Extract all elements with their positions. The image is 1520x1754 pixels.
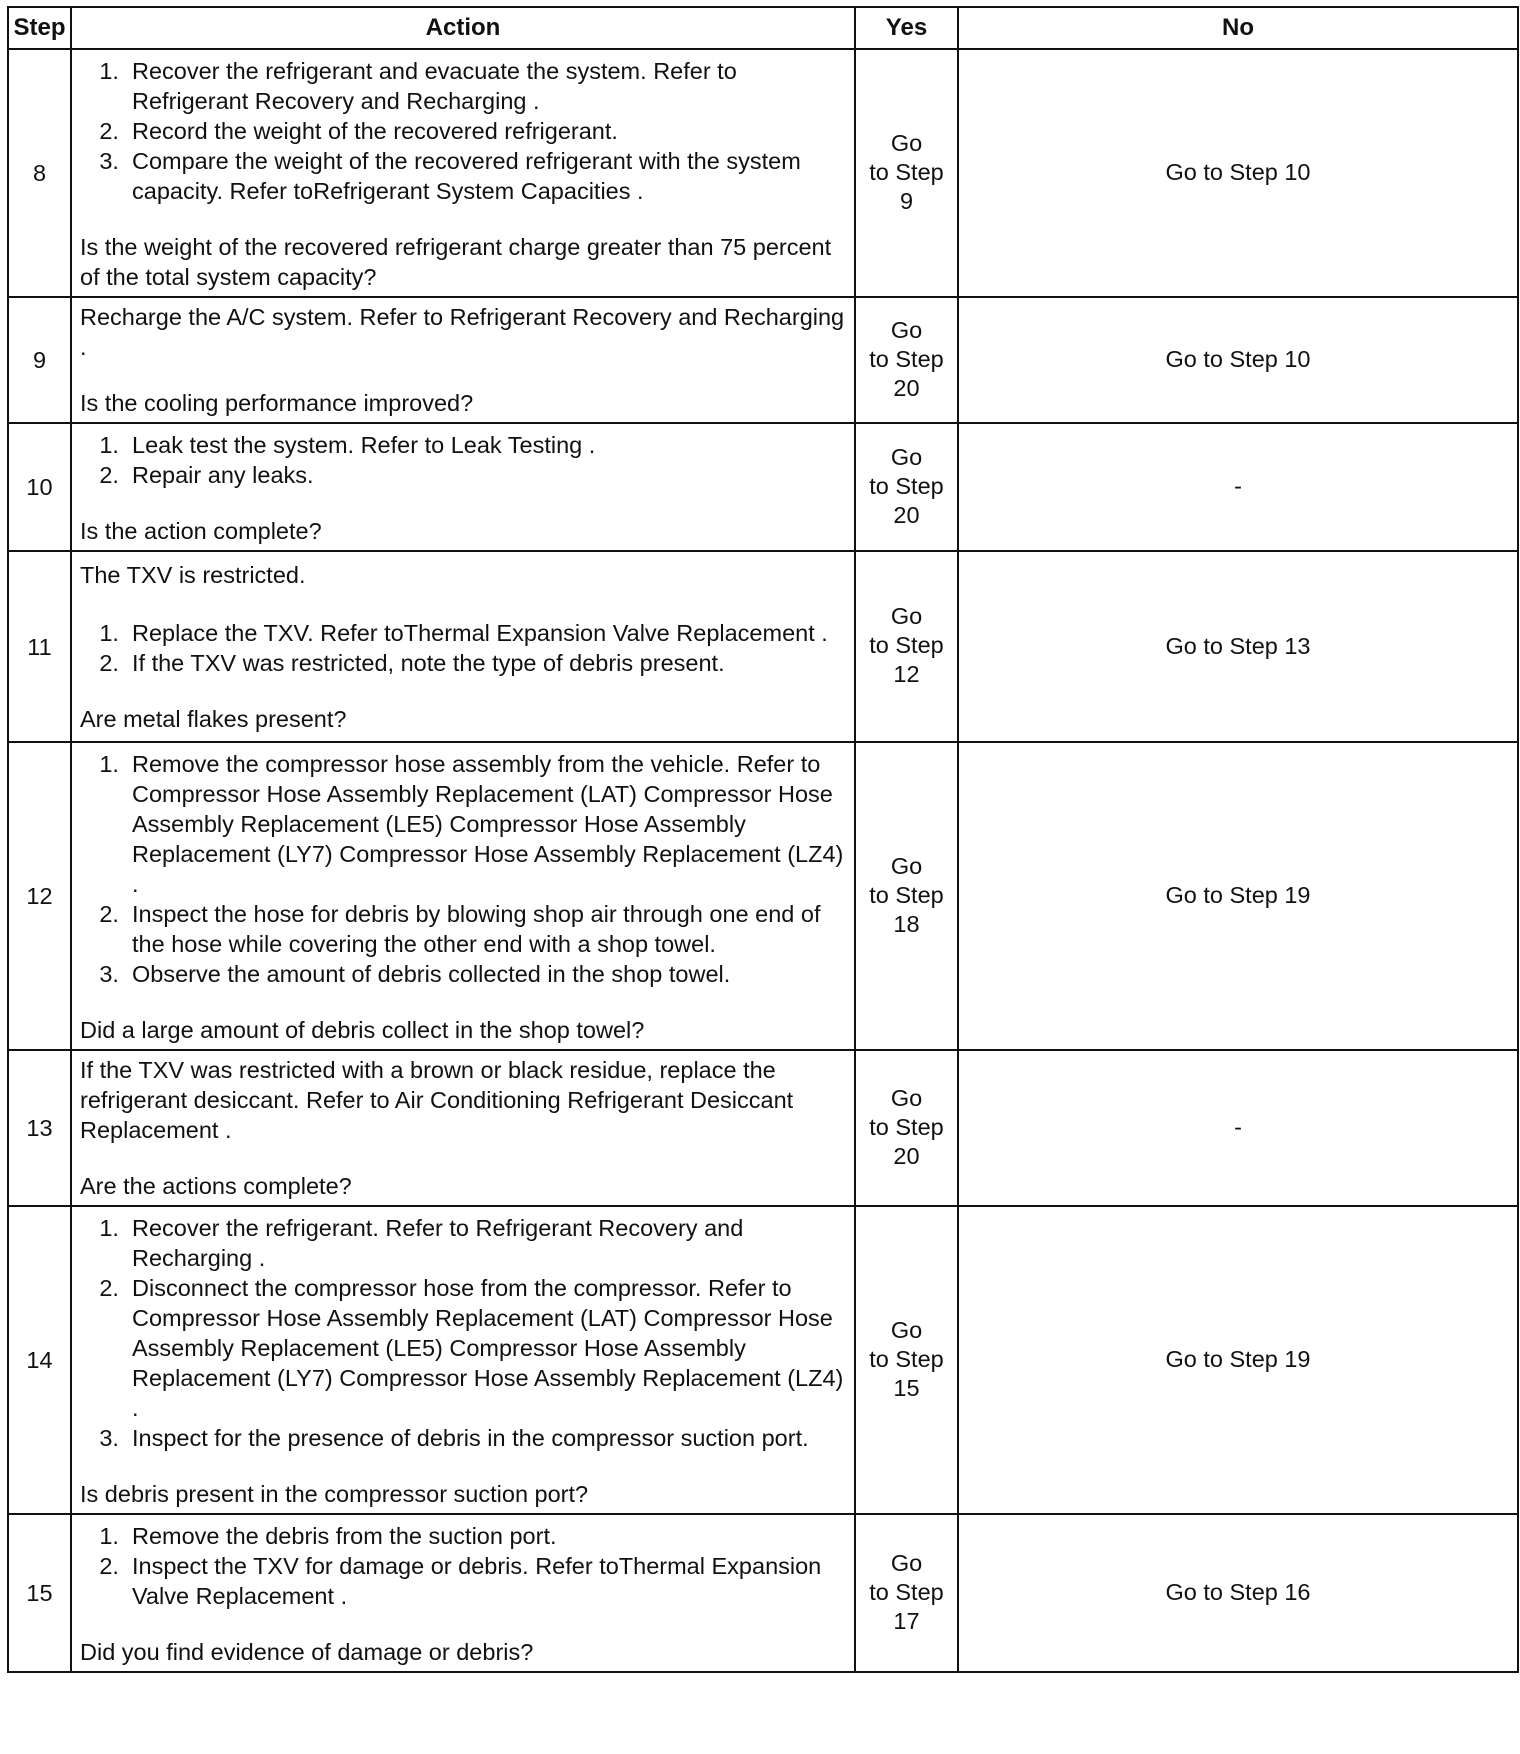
yes-to-step: to Step xyxy=(869,1578,944,1605)
action-question: Is debris present in the compressor suction port? xyxy=(80,1481,589,1507)
spacer xyxy=(80,490,846,516)
yes-cell xyxy=(855,551,958,742)
step-number: 12 xyxy=(8,742,71,1050)
action-step-item: 1. Leak test the system. Refer to Leak Testing . xyxy=(132,430,846,460)
header-no: No xyxy=(958,7,1518,49)
no-cell: Go to Step 19 xyxy=(958,742,1518,1050)
table-row xyxy=(8,742,1518,1050)
yes-step-number: 18 xyxy=(893,910,920,937)
action-cell xyxy=(71,1514,855,1672)
yes-cell xyxy=(855,1206,958,1514)
table-row xyxy=(8,1514,1518,1672)
yes-step-number: 20 xyxy=(893,1142,920,1169)
table-body xyxy=(8,49,1518,1672)
yes-to-step: to Step xyxy=(869,345,944,372)
no-cell: Go to Step 10 xyxy=(958,49,1518,297)
no-cell: Go to Step 10 xyxy=(958,297,1518,423)
action-step-item: 1. Recover the refrigerant. Refer to Refrigerant Recovery and Recharging . xyxy=(132,1213,846,1273)
table-row xyxy=(8,297,1518,423)
action-cell xyxy=(71,297,855,423)
yes-step-number: 15 xyxy=(893,1374,920,1401)
action-question: Are metal flakes present? xyxy=(80,705,347,732)
table-row xyxy=(8,49,1518,297)
action-cell xyxy=(71,1206,855,1514)
action-question: Is the action complete? xyxy=(80,518,322,544)
action-step-item: 1. Remove the debris from the suction port. xyxy=(132,1521,846,1551)
yes-step-number: 9 xyxy=(899,187,914,214)
action-steps-list xyxy=(80,1521,846,1611)
header-row xyxy=(8,7,1518,49)
step-number: 9 xyxy=(8,297,71,423)
action-step-item: 3. Compare the weight of the recovered refrigerant with the system capacity. Refer toRefrigerant System Capacities . xyxy=(132,146,846,206)
no-cell: Go to Step 19 xyxy=(958,1206,1518,1514)
yes-cell xyxy=(855,1050,958,1206)
action-cell xyxy=(71,423,855,551)
yes-go: Go xyxy=(890,129,923,156)
yes-step-number: 20 xyxy=(893,374,920,401)
spacer xyxy=(80,989,846,1015)
action-question: Is the cooling performance improved? xyxy=(80,390,474,416)
step-number: 8 xyxy=(8,49,71,297)
header-step: Step xyxy=(8,7,71,49)
yes-go: Go xyxy=(890,1549,923,1576)
table-row xyxy=(8,551,1518,742)
header-yes: Yes xyxy=(855,7,958,49)
action-steps-list xyxy=(80,56,846,206)
spacer xyxy=(80,206,846,232)
no-cell: Go to Step 13 xyxy=(958,551,1518,742)
spacer xyxy=(80,1611,846,1637)
step-number: 10 xyxy=(8,423,71,551)
yes-go: Go xyxy=(890,852,923,879)
yes-go: Go xyxy=(890,443,923,470)
action-steps-list xyxy=(80,430,846,490)
header-action: Action xyxy=(71,7,855,49)
spacer xyxy=(80,678,846,704)
action-step-item: 1. Replace the TXV. Refer toThermal Expansion Valve Replacement . xyxy=(132,618,846,648)
table-row xyxy=(8,1206,1518,1514)
yes-go: Go xyxy=(890,603,923,629)
action-text: Recharge the A/C system. Refer to Refrigerant Recovery and Recharging . xyxy=(80,304,845,360)
spacer xyxy=(80,590,846,616)
action-question: Did you find evidence of damage or debris? xyxy=(80,1639,534,1665)
yes-cell xyxy=(855,297,958,423)
action-cell xyxy=(71,742,855,1050)
step-number: 15 xyxy=(8,1514,71,1672)
action-step-item: 2. Inspect the TXV for damage or debris. Refer toThermal Expansion Valve Replacement . xyxy=(132,1551,846,1611)
step-number: 13 xyxy=(8,1050,71,1206)
yes-cell xyxy=(855,742,958,1050)
action-step-item: 3. Inspect for the presence of debris in the compressor suction port. xyxy=(132,1423,846,1453)
action-text: If the TXV was restricted with a brown or black residue, replace the refrigerant desiccant. Refer to Air Conditioning Refrigerant Desiccant Replacement . xyxy=(80,1057,794,1143)
no-cell: - xyxy=(958,1050,1518,1206)
step-number: 14 xyxy=(8,1206,71,1514)
no-cell: - xyxy=(958,423,1518,551)
yes-to-step: to Step xyxy=(869,1113,944,1140)
table-row xyxy=(8,423,1518,551)
action-step-item: 2. Record the weight of the recovered refrigerant. xyxy=(132,116,846,146)
action-step-item: 2. If the TXV was restricted, note the type of debris present. xyxy=(132,648,846,678)
action-steps-list xyxy=(80,749,846,989)
yes-to-step: to Step xyxy=(869,881,944,908)
yes-step-number: 20 xyxy=(893,501,920,528)
action-step-item: 2. Repair any leaks. xyxy=(132,460,846,490)
yes-step-number: 12 xyxy=(893,661,920,687)
yes-go: Go xyxy=(890,1316,923,1343)
action-step-item: 3. Observe the amount of debris collected in the shop towel. xyxy=(132,959,846,989)
action-steps-list xyxy=(80,618,846,678)
action-question: Are the actions complete? xyxy=(80,1173,352,1199)
action-step-item: 1. Remove the compressor hose assembly from the vehicle. Refer to Compressor Hose Assembly Replacement (LAT) Compressor Hose Assembly Replacement (LE5) Compressor Hose Assembly Replacement (LY7) Compressor Hose Assembly Replacement (LZ4) . xyxy=(132,749,846,899)
action-question: Did a large amount of debris collect in the shop towel? xyxy=(80,1017,645,1043)
action-step-item: 2. Disconnect the compressor hose from the compressor. Refer to Compressor Hose Assembly Replacement (LAT) Compressor Hose Assembly Replacement (LE5) Compressor Hose Assembly Replacement (LY7) Compressor Hose Assembly Replacement (LZ4) . xyxy=(132,1273,846,1423)
action-step-item: 1. Recover the refrigerant and evacuate the system. Refer to Refrigerant Recovery and Recharging . xyxy=(132,56,846,116)
action-steps-list xyxy=(80,1213,846,1453)
yes-to-step: to Step xyxy=(869,158,944,185)
yes-to-step: to Step xyxy=(869,472,944,499)
diagnostic-table xyxy=(7,6,1519,1673)
action-cell xyxy=(71,551,855,742)
yes-go: Go xyxy=(890,1084,923,1111)
yes-to-step: to Step xyxy=(869,1345,944,1372)
action-cell xyxy=(71,1050,855,1206)
action-text: The TXV is restricted. xyxy=(80,561,306,588)
action-cell xyxy=(71,49,855,297)
spacer xyxy=(80,362,846,388)
yes-to-step: to Step xyxy=(869,632,944,658)
action-step-item: 2. Inspect the hose for debris by blowing shop air through one end of the hose while covering the other end with a shop towel. xyxy=(132,899,846,959)
spacer xyxy=(80,1453,846,1479)
yes-go: Go xyxy=(890,316,923,343)
spacer xyxy=(80,1145,846,1171)
yes-cell xyxy=(855,1514,958,1672)
step-number: 11 xyxy=(8,551,71,742)
yes-cell xyxy=(855,49,958,297)
yes-step-number: 17 xyxy=(893,1607,920,1634)
table-row xyxy=(8,1050,1518,1206)
action-question: Is the weight of the recovered refrigerant charge greater than 75 percent of the total system capacity? xyxy=(80,234,832,290)
yes-cell xyxy=(855,423,958,551)
no-cell: Go to Step 16 xyxy=(958,1514,1518,1672)
